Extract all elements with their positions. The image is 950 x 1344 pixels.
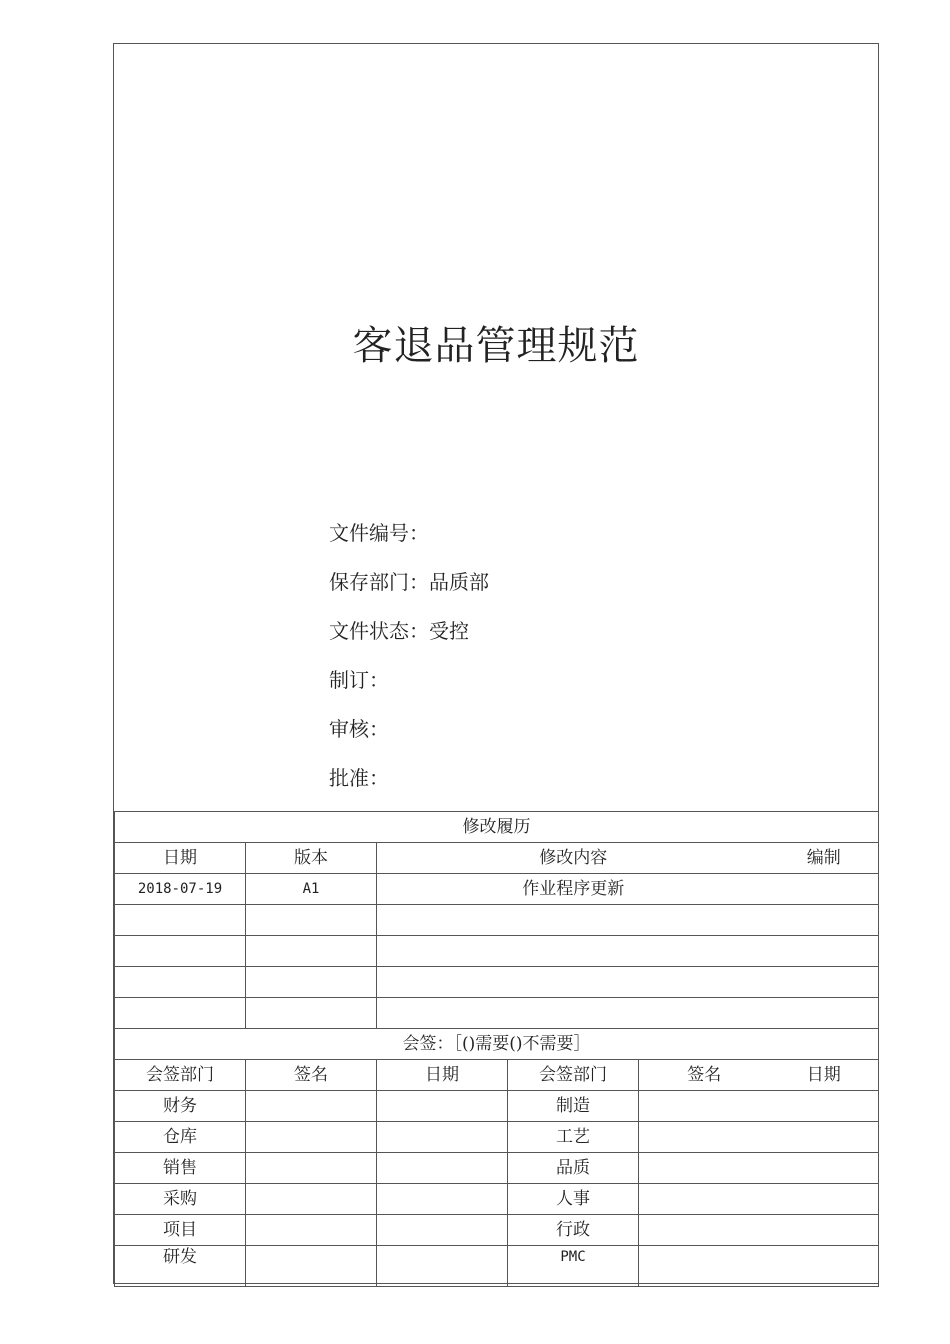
table-row	[115, 905, 879, 936]
revision-content-cell	[377, 905, 770, 936]
revision-content-cell	[377, 967, 770, 998]
countersign-date-cell	[377, 1184, 508, 1215]
meta-file-number	[329, 514, 489, 563]
revision-content-cell	[377, 998, 770, 1029]
table-row	[115, 967, 879, 998]
revision-header-date: 日期	[115, 843, 246, 874]
countersign-date-cell	[377, 1153, 508, 1184]
countersign-date-cell	[377, 1246, 508, 1287]
meta-label: 批准：	[329, 766, 389, 790]
revision-content-cell: 作业程序更新	[377, 874, 770, 905]
revision-version-cell	[246, 998, 377, 1029]
countersign-sign-date-cell	[639, 1153, 879, 1184]
meta-label: 文件状态：	[329, 619, 429, 643]
revision-version-cell: A1	[246, 874, 377, 905]
countersign-dept2-cell: 行政	[508, 1215, 639, 1246]
meta-label: 保存部门：	[329, 570, 429, 594]
revision-editor-cell	[770, 905, 879, 936]
countersign-header-sign2: 签名	[639, 1060, 770, 1091]
document-title: 客退品管理规范	[352, 323, 640, 369]
table-row	[115, 936, 879, 967]
revision-date-cell	[115, 936, 246, 967]
revision-date-cell	[115, 998, 246, 1029]
table-row	[115, 1246, 879, 1287]
revision-editor-cell	[770, 967, 879, 998]
countersign-header-row	[115, 1060, 879, 1091]
countersign-dept-cell: 财务	[115, 1091, 246, 1122]
countersign-dept2-cell: 人事	[508, 1184, 639, 1215]
countersign-dept2-cell: PMC	[508, 1246, 639, 1287]
countersign-sign-date-cell	[639, 1122, 879, 1153]
meta-status	[329, 612, 489, 661]
revision-editor-cell	[770, 936, 879, 967]
countersign-header-sign: 签名	[246, 1060, 377, 1091]
countersign-sign-cell	[246, 1184, 377, 1215]
countersign-header-dept2: 会签部门	[508, 1060, 639, 1091]
meta-department	[329, 563, 489, 612]
meta-label: 制订：	[329, 668, 389, 692]
countersign-sign-date-cell	[639, 1246, 879, 1287]
document-meta	[329, 514, 489, 808]
revision-header-version: 版本	[246, 843, 377, 874]
revision-date-cell	[115, 967, 246, 998]
countersign-date-cell	[377, 1091, 508, 1122]
countersign-header-date: 日期	[377, 1060, 508, 1091]
table-row	[115, 1215, 879, 1246]
revision-content-cell	[377, 936, 770, 967]
countersign-header-date2: 日期	[770, 1060, 879, 1091]
countersign-dept-cell: 研发	[115, 1246, 246, 1287]
countersign-date-cell	[377, 1215, 508, 1246]
meta-label: 文件编号：	[329, 521, 429, 545]
table-row	[115, 1184, 879, 1215]
meta-label: 审核：	[329, 717, 389, 741]
table-row	[115, 874, 879, 905]
revision-heading-row	[115, 812, 879, 843]
revision-version-cell	[246, 936, 377, 967]
revision-date-cell: 2018-07-19	[115, 874, 246, 905]
revision-and-countersign-table	[114, 811, 879, 1287]
table-row	[115, 998, 879, 1029]
meta-approved-by	[329, 759, 489, 808]
countersign-sign-date-cell	[639, 1184, 879, 1215]
table-row	[115, 1122, 879, 1153]
countersign-sign-cell	[246, 1246, 377, 1287]
countersign-dept-cell: 销售	[115, 1153, 246, 1184]
meta-drafted-by	[329, 661, 489, 710]
countersign-dept-cell: 仓库	[115, 1122, 246, 1153]
revision-date-cell	[115, 905, 246, 936]
countersign-sign-cell	[246, 1091, 377, 1122]
revision-editor-cell	[770, 874, 879, 905]
revision-header-row	[115, 843, 879, 874]
countersign-dept-cell: 项目	[115, 1215, 246, 1246]
revision-editor-cell	[770, 998, 879, 1029]
countersign-sign-cell	[246, 1122, 377, 1153]
countersign-heading-row	[115, 1029, 879, 1060]
countersign-sign-cell	[246, 1153, 377, 1184]
countersign-dept2-cell: 工艺	[508, 1122, 639, 1153]
revision-version-cell	[246, 967, 377, 998]
revision-header-editor: 编制	[770, 843, 879, 874]
countersign-heading: 会签：［()需要()不需要］	[115, 1029, 879, 1060]
countersign-header-dept: 会签部门	[115, 1060, 246, 1091]
countersign-date-cell	[377, 1122, 508, 1153]
countersign-dept2-cell: 品质	[508, 1153, 639, 1184]
countersign-sign-cell	[246, 1215, 377, 1246]
table-row	[115, 1091, 879, 1122]
countersign-dept-cell: 采购	[115, 1184, 246, 1215]
meta-reviewed-by	[329, 710, 489, 759]
revision-header-content: 修改内容	[377, 843, 770, 874]
table-row	[115, 1153, 879, 1184]
countersign-dept2-cell: 制造	[508, 1091, 639, 1122]
document-frame	[113, 43, 879, 1284]
countersign-sign-date-cell	[639, 1215, 879, 1246]
meta-value: 品质部	[429, 570, 489, 594]
revision-version-cell	[246, 905, 377, 936]
revision-heading: 修改履历	[115, 812, 879, 843]
countersign-sign-date-cell	[639, 1091, 879, 1122]
meta-value: 受控	[429, 619, 469, 643]
